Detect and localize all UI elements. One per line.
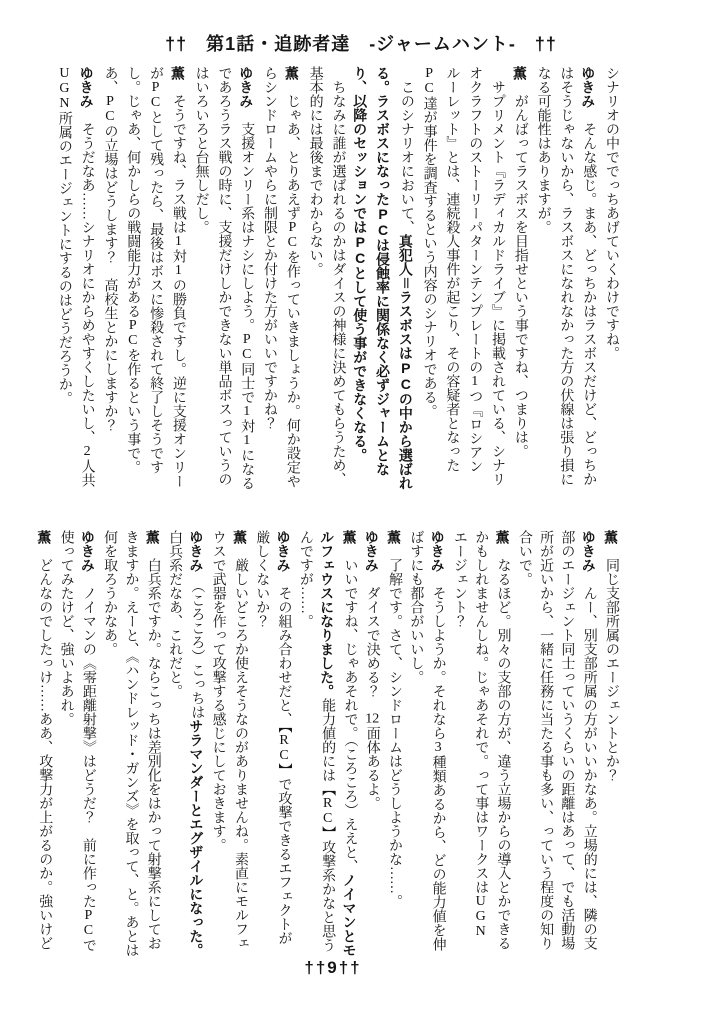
paragraph	[348, 66, 416, 494]
page-number: ††9††	[304, 958, 362, 977]
body-text: ダイスで決める？ 12面体あるよ。	[364, 572, 380, 810]
emphasis-text: ゆきみ	[580, 66, 597, 108]
body-text: そうですね、ラス戦は1対1の勝負ですし。逆に支援オンリーがPCとして残ったら、最後はボスに惨殺されて終了しそうですし。じゃあ、何かしらの戦闘能力があるPCを作るという事で。あ、PCの立場はどうします？ 高校生とかにしますか？	[102, 66, 186, 488]
paragraph	[383, 530, 405, 958]
body-text: サプリメント『ラディカルドライブ』に掲載されている、シナリオクラフトのストーリーパターンテンプレートの1つ『ロシアンルーレット』とは、連続殺人事件が起こり、その容疑者となったPC達が事件を調査するという内容のシナリオである。	[421, 66, 506, 486]
latin-run: 12	[365, 712, 380, 726]
latin-run: 2	[79, 444, 95, 459]
body-text: そうしようか。それなら3種類あるから、どの能力値を伸ばすにも都合がいいし。	[408, 530, 446, 951]
body-text: がんばってラスボスを目指せという事ですね、つまりは。	[512, 80, 528, 458]
body-text: なるほど。別々の支部の方が、違う立場からの導入とかできるかもしれませんしね。じゃあそれで。って事はワークスはUGNエージェント？	[451, 530, 511, 950]
paragraph	[514, 530, 600, 958]
emphasis-text: 薫	[603, 530, 619, 544]
paragraph	[55, 530, 99, 958]
paragraph	[295, 530, 361, 958]
emphasis-text: ゆきみ	[429, 530, 446, 572]
latin-run: 1	[239, 433, 255, 448]
body-text: シナリオの中ででっちあげていくわけですね。	[604, 66, 619, 360]
emphasis-text: ゆきみ	[79, 530, 96, 572]
emphasis-text: ゆきみ	[238, 66, 255, 108]
emphasis-text: 薫	[341, 530, 358, 544]
latin-run: UGN	[473, 894, 489, 939]
latin-run: PC	[397, 360, 414, 392]
emphasis-text: 薫	[36, 530, 53, 544]
emphasis-text: 薫	[231, 530, 248, 544]
emphasis-text: 薫	[144, 530, 161, 544]
emphasis-text: 薫	[169, 66, 186, 80]
emphasis-text: ゆきみ	[363, 530, 380, 572]
latin-run: RC	[276, 733, 292, 763]
paragraph	[33, 530, 55, 958]
body-text: 了解です。さて、シンドロームはどうしようかな……。	[387, 544, 403, 908]
emphasis-text: ノイマンとモルフェウスになりました。	[319, 530, 358, 957]
paragraph	[449, 530, 514, 958]
emphasis-text: 薫	[386, 530, 403, 544]
text-block-bottom	[36, 530, 622, 958]
paragraph	[508, 66, 531, 494]
latin-run: PC	[125, 318, 141, 348]
latin-run: PC	[239, 332, 255, 362]
paragraph	[600, 530, 622, 958]
emphasis-text: ゆきみ	[188, 530, 205, 572]
paragraph	[599, 66, 622, 494]
emphasis-text: 薫	[494, 530, 511, 544]
paragraph	[405, 530, 449, 958]
emphasis-text: ゆきみ	[580, 530, 597, 572]
paragraph	[531, 66, 599, 494]
body-text: （ころころ）こっちは	[189, 572, 205, 719]
paragraph	[251, 530, 295, 958]
paragraph	[99, 530, 164, 958]
body-text: その組み合わせだと、【RC】で攻撃できるエフェクトが厳しくないか？	[254, 530, 292, 945]
paragraph	[164, 530, 208, 958]
body-text: そんな感じ。まあ、どっちかはラスボスだけど、どっちかはそうじゃないから、ラスボスになれなかった方の伏線は張り損になる可能性はありますが。	[535, 66, 597, 486]
body-text: ノイマンの《零距離射撃》はどうだ？ 前に作ったPCで使ってみたけど、強いよあれ。	[58, 530, 96, 952]
latin-run: PC	[102, 94, 118, 124]
paragraph	[257, 66, 303, 494]
paragraph	[360, 530, 382, 958]
emphasis-text: ゆきみ	[78, 66, 95, 108]
emphasis-text: ゆきみ	[275, 530, 292, 572]
body-text: じゃあ、とりあえずPCを作っていきましょうか。何か設定やらシンドロームやらに制限とか付けた方がいいですかね？	[262, 66, 300, 488]
emphasis-text: サラマンダーとエグザイルになった。	[188, 719, 205, 957]
body-text: 支援オンリー系はナシにしよう。PC同士で1対1になるであろうラス戦の時に、支援だけしかできない単品ボスっていうのはいろいろと台無しだし。	[193, 66, 255, 490]
body-text: んー、別支部所属の方がいいかなあ。立場的には、隣の支部のエージェント同士っていうくらいの距離はあって、でも活動場所が近いから、一緒に任務に当たる事も多い、っていう程度の知り合いで。	[516, 530, 597, 950]
latin-run: PC	[352, 234, 369, 266]
paragraph	[189, 66, 257, 494]
paragraph	[303, 66, 349, 494]
latin-run: PC	[148, 80, 164, 110]
body-text: いいですね、じゃあそれで。（ころころ）ええと、	[342, 544, 358, 873]
body-text: ちなみに誰が選ばれるのかはダイスの神様に決めてもらうため、基本的には最後までわからない。	[307, 66, 346, 486]
emphasis-text: 薫	[511, 66, 528, 80]
paragraph	[207, 530, 251, 958]
body-text: そうだなあ……シナリオにからめやすくしたいし、2人共UGN所属のエージェントにするのはどうだろうか。	[56, 66, 95, 487]
emphasis-text: 薫	[283, 66, 300, 80]
body-text: 能力値的には【RC】攻撃系かなと思うんですが……。	[297, 530, 336, 952]
paragraph	[417, 66, 508, 494]
emphasis-text: 真犯人＝ラスボスはPCの中から選ばれる。ラスボスになったPCは侵蝕率に関係なく必ずジャームとなり、以降のセッションではPCとして使う事ができなくなる。	[352, 66, 414, 490]
latin-run: RC	[320, 796, 336, 826]
body-text: 厳しいどころか使えそうなのがありませんね。素直にモルフェウスで武器を作って攻撃する感じにしておきます。	[210, 530, 248, 950]
body-text: 白兵系だなあ、これだと。	[167, 530, 183, 698]
paragraph	[98, 66, 189, 494]
latin-run: PC	[375, 206, 392, 238]
latin-run: UGN	[56, 66, 72, 111]
latin-run: PC	[421, 66, 437, 96]
latin-run: PC	[80, 908, 96, 938]
body-text: このシナリオにおいて、	[398, 80, 414, 234]
latin-run: 1	[170, 234, 186, 249]
paragraph	[52, 66, 98, 494]
body-text: 白兵系ですか。ならこっちは差別化をはかって射撃系にしておきますか。えーと、《ハンドレッド・ガンズ》を取って、と。あとは何を取ろうかなあ。	[102, 530, 161, 957]
latin-run: 1	[239, 404, 255, 419]
latin-run: 3	[430, 740, 446, 755]
latin-run: PC	[284, 220, 300, 250]
body-text: どんなのでしたっけ……ああ、攻撃力が上がるのか。強いけど	[37, 544, 53, 950]
body-text: 同じ支部所属のエージェントとか？	[604, 544, 619, 782]
latin-run: 1	[467, 374, 483, 389]
text-block-top	[50, 66, 622, 494]
latin-run: 1	[170, 263, 186, 278]
chapter-title: †† 第1話・追跡者達 -ジャームハント- ††	[165, 34, 557, 54]
